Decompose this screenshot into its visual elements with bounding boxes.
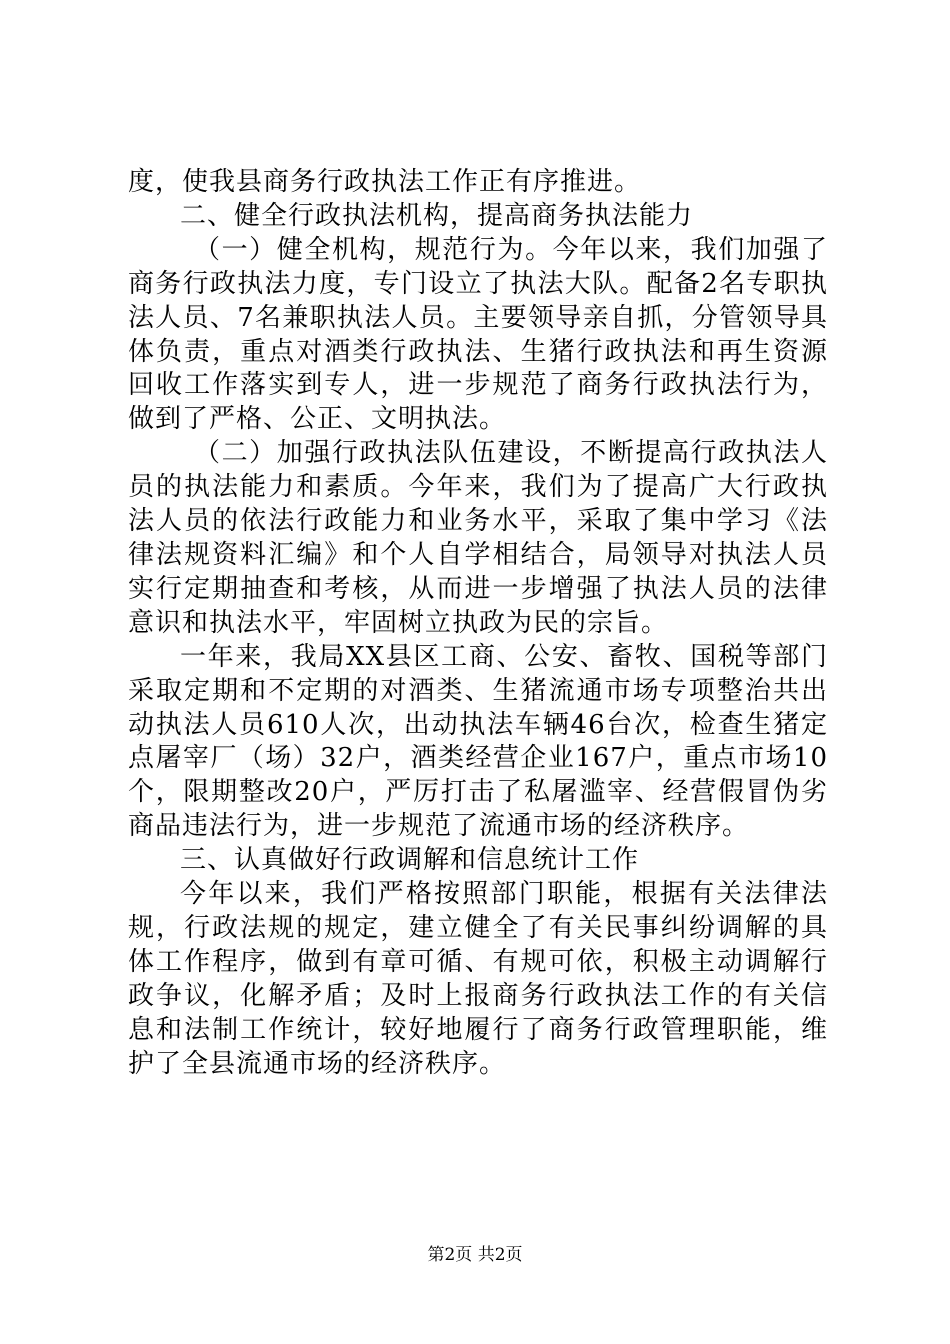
document-body [128,166,828,1081]
paragraph-continuation: 度，使我县商务行政执法工作正有序推进。 [128,167,642,197]
paragraph-mediation: 今年以来，我们严格按照部门职能，根据有关法律法规，行政法规的规定，建立健全了有关民事纠纷调解的具体工作程序，做到有章可循、有规可依，积极主动调解行政争议，化解矛盾；及时上报商务行政执法工作的有关信息和法制工作统计，较好地履行了商务行政管理职能，维护了全县流通市场的经济秩序。 [128,879,828,1079]
section-heading-2: 二、健全行政执法机构，提高商务执法能力 [180,200,694,231]
paragraph-annual-summary: 一年来，我局XX县区工商、公安、畜牧、国税等部门采取定期和不定期的对酒类、生猪流通市场专项整治共出动执法人员610人次，出动执法车辆46台次，检查生猪定点屠宰厂（场）32户，酒类经营企业167户，重点市场10个，限期整改20户，严厉打击了私屠滥宰、经营假冒伪劣商品违法行为，进一步规范了流通市场的经济秩序。 [128,641,828,842]
paragraph-subsection-1: （一）健全机构，规范行为。今年以来，我们加强了商务行政执法力度，专门设立了执法大队。配备2名专职执法人员、7名兼职执法人员。主要领导亲自抓，分管领导具体负责，重点对酒类行政执法、生猪行政执法和再生资源回收工作落实到专人，进一步规范了商务行政执法行为，做到了严格、公正、文明执法。 [128,234,828,435]
paragraph-subsection-2: （二）加强行政执法队伍建设，不断提高行政执法人员的执法能力和素质。今年来，我们为了提高广大行政执法人员的依法行政能力和业务水平，采取了集中学习《法律法规资料汇编》和个人自学相结合，局领导对执法人员实行定期抽查和考核，从而进一步增强了执法人员的法律意识和执法水平，牢固树立执政为民的宗旨。 [128,438,828,638]
section-heading-3: 三、认真做好行政调解和信息统计工作 [180,845,640,876]
page-footer: 第2页 共2页 [427,1245,523,1265]
